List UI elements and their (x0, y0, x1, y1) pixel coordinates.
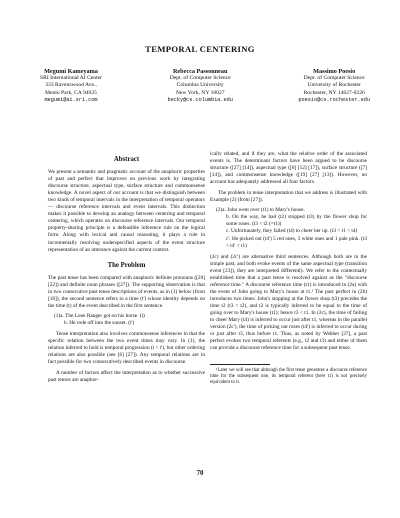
author-city: Menlo Park, CA 94025 (45, 89, 97, 96)
paper-title: TEMPORAL CENTERING (145, 44, 255, 54)
author-address: Columbia University (176, 82, 224, 89)
example-2a: (2)a. John went over (t1) to Mary's house. (216, 207, 305, 214)
left-column (48, 156, 205, 384)
author-affiliation: Dept. of Computer Science (303, 75, 365, 82)
abstract-text: We present a semantic and pragmatic account of the anaphoric properties of past and perfect that improves on previous work by integrating discourse structure, aspectual type, surface structure and commonsense knowledge. A novel aspect of our account is that we distinguish between two kinds of temporal intervals in the interpretation of temporal operators — discourse reference intervals and event intervals. This distinction makes it possible to develop an analogy between centering and temporal centering, which operates on discourse reference intervals. Our temporal property-sharing principle is a defeasible inference rule on the logical form. Along with lexical and causal reasoning, it plays a role in incrementally resolving underspecified aspects of the event structure representation of an utterance against the current context. (48, 169, 205, 253)
author-name: Massimo Poesio (313, 68, 356, 75)
author-email: poesio@cs.rochester.edu (298, 96, 370, 103)
author-block (40, 68, 370, 104)
problem-heading: The Problem (107, 261, 146, 269)
example-2c: c. Unfortunately, they failed (t4) to cheer her up. (t3 < t1 < t4) (226, 228, 358, 235)
author-address: 333 Ravenswood Ave., (45, 82, 97, 89)
example-1 (48, 313, 205, 327)
right-column (210, 151, 367, 387)
author-address: University of Rochester (307, 82, 361, 89)
right-paragraph-1: ically related, and if they are, what the relative order of the associated events is. The determinant factors have been argued to be discourse structure ([27] [14]), aspectual type ([6] [12] [17]), surface structure ([7] [14]), and commonsense knowledge ([19] [27] [13]). However, no account has adequately addressed all four factors. (210, 151, 367, 186)
author-email: becky@cs.columbia.edu (167, 96, 233, 103)
footnote: ¹Later we will see that although the first tense generates a discourse reference time for the subsequent one, its temporal referent (here t1) is not precisely equivalent to it. (210, 368, 367, 386)
example-2b: b. On the way, he had (t2) stopped (t3) by the flower shop for some roses. (t3 < t2 (=t1)) (226, 214, 367, 228)
example-2c-prime: c'. He picked out (t4') 5 red ones, 3 white ones and 1 pale pink. (t3 < t4' < t1) (226, 235, 367, 249)
author-city: Rochester, NY 14627-0226 (303, 89, 365, 96)
author-city: New York, NY 10027 (175, 89, 225, 96)
author-name: Rebecca Passonneau (172, 68, 228, 75)
right-paragraph-3: (2c) and (2c') are alternative third sentences. Although both are in the simple past, and both evoke events of the same aspectual type (transition event [23]), they are interpreted differently. We refer to the contextually established time that a past tense is resolved against as the "discourse reference time." A discourse reference time (t1) is introduced in (2a) with the event of John going to Mary's house at t1.¹ The past perfect in (2b) introduces two times: John's stopping at the flower shop (t3) precedes the time t2 (t3 < t2), and t2 is typically inferred to be equal to the time of going over to Mary's house (t1); hence t3 < t1. In (2c), the time of failing to cheer Mary (t4) is inferred to occur just after t1, whereas in the parallel version (2c'), the time of picking out roses (t4') is inferred to occur during or just after t3, thus before t1. Thus, as noted by Webber [27], a past perfect evokes two temporal referents (e.g., t2 and t3) and either of them can provide a discourse reference time for a subsequent past tense. (210, 253, 367, 352)
author-name: Megumi Kameyama (44, 68, 98, 75)
problem-paragraph-3: A number of factors affect the interpretation as to whether successive past tenses are anaphor- (48, 370, 205, 384)
example-1a: (1)a. The Lone Ranger got on his horse. (t) (54, 312, 145, 319)
author-email: megumi@ai.sri.com (44, 96, 98, 103)
footnote-divider (210, 364, 270, 365)
example-2 (210, 207, 367, 249)
author-passonneau (168, 68, 233, 104)
problem-paragraph-1: The past tense has been compared with anaphoric definite pronouns ([20] [22]) and definite noun phrases ([27]). The supporting observation is that in two consecutive past tense descriptions of events, as in (1) below (from [18]), the second sentence refers to a time (t') whose identity depends on the time (t) of the event described in the first sentence. (48, 274, 205, 309)
example-1b: b. He rode off into the sunset. (t') (64, 319, 135, 326)
author-poesio (298, 68, 370, 104)
author-affiliation: Dept. of Computer Science (169, 75, 231, 82)
right-paragraph-2: The problem in tense interpretation that we address is illustrated with Example (2) (from [27]). (210, 190, 367, 204)
author-affiliation: SRI International AI Center (40, 75, 102, 82)
page-number: 70 (196, 470, 204, 477)
author-kameyama (40, 68, 102, 104)
abstract-heading: Abstract (113, 156, 140, 163)
problem-paragraph-2: Tense interpretation also involves commonsense inferences in that the specific relation between the two event times may vary. In (1), the relation inferred to hold is temporal progression (t < t'), but other ordering relations are also possible (see [6] [27]). Any temporal relations are in fact possible for two consecutively described events in discourse. (48, 330, 205, 366)
